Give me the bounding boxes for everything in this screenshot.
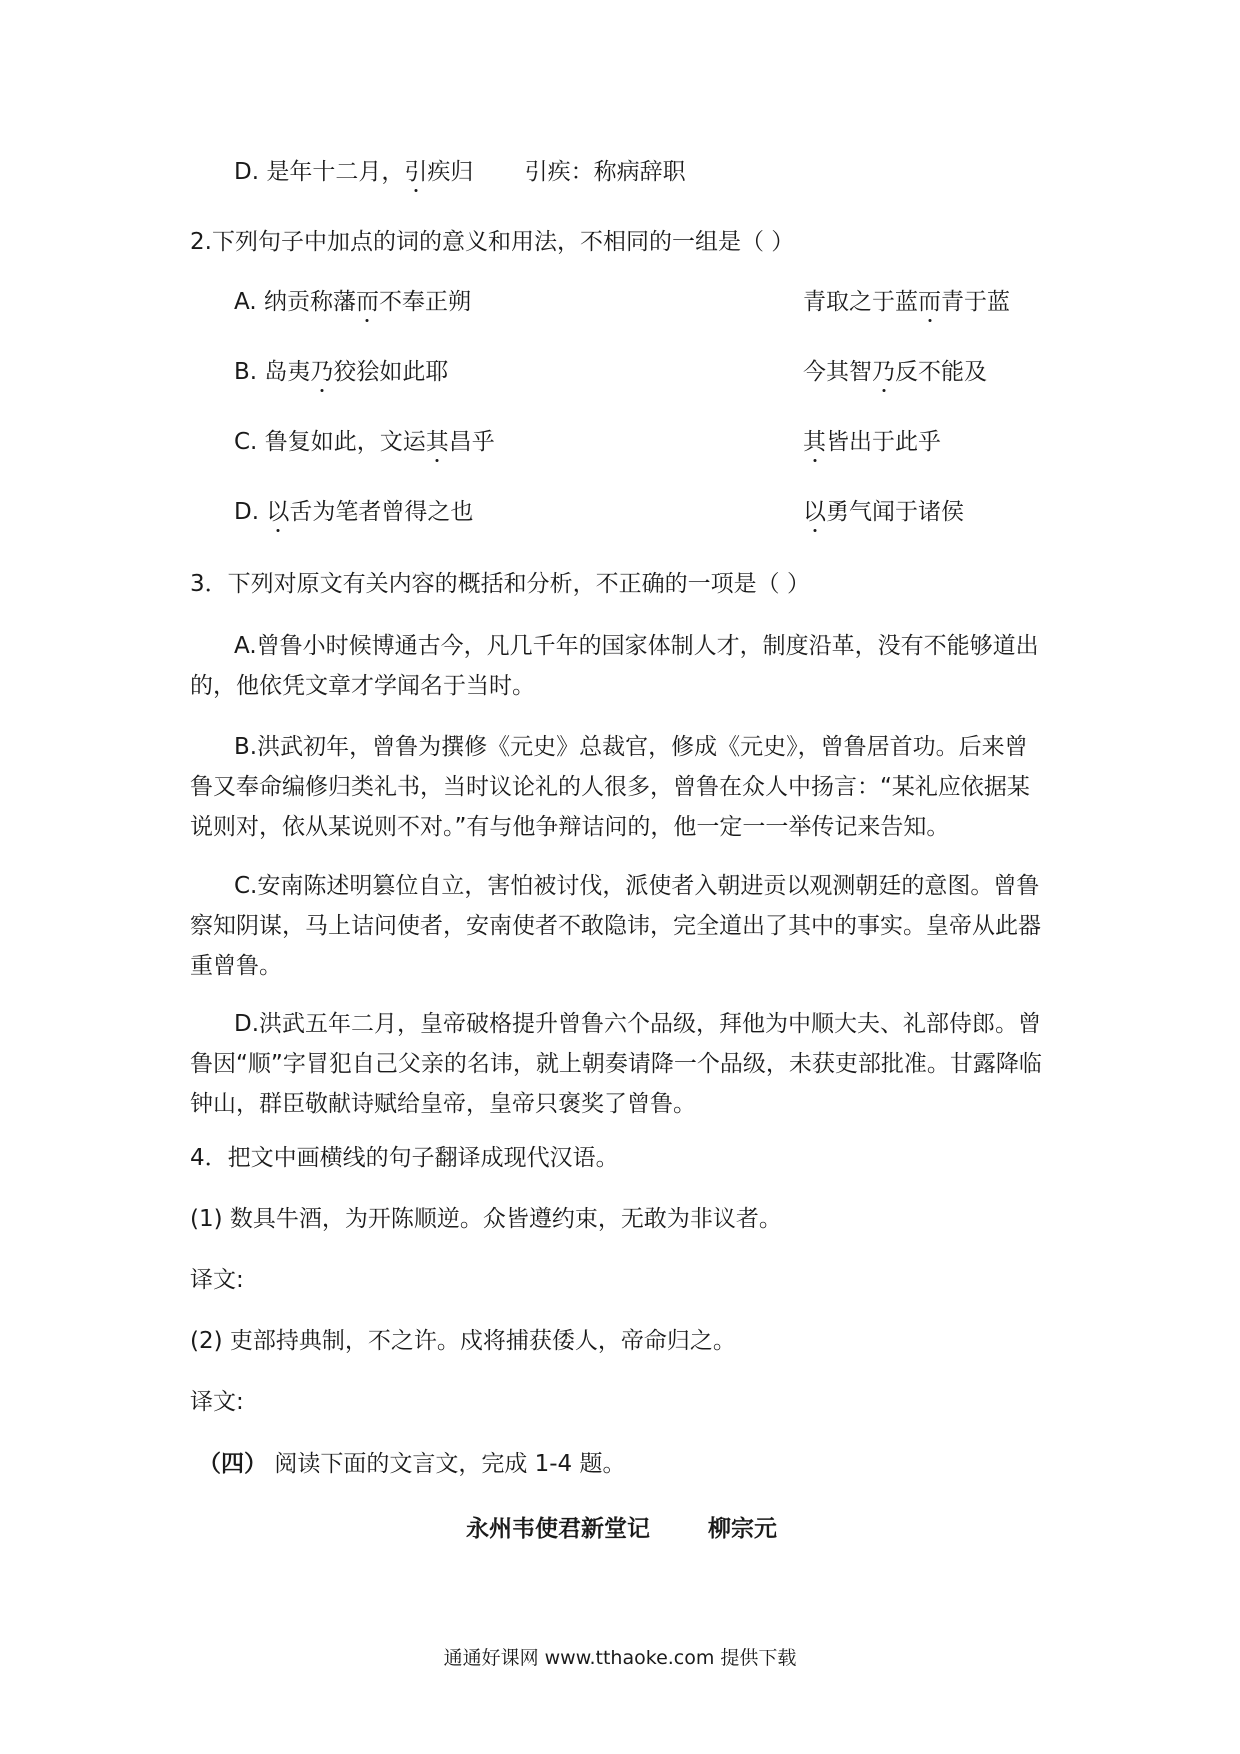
emphasis-dot-char: 以 [803, 499, 826, 525]
gloss: 引疾：称病辞职 [524, 159, 686, 185]
emphasis-dot-char: 而 [355, 289, 379, 315]
q2-option-a: A. 纳贡称藩而不奉正朔 青取之于蓝而青于蓝 [234, 289, 1010, 315]
option-right-sentence: 今其智乃反不能及 [803, 359, 987, 385]
q3-option-a: A.曾鲁小时候博通古今，凡几千年的国家体制人才，制度沿革，没有不能够道出的，他依凭文章才学闻名于当时。 [190, 633, 1039, 699]
q2-option-b: B. 岛夷乃狡狯如此耶 今其智乃反不能及 [234, 359, 987, 385]
emphasis-dot-char: 乃 [310, 359, 334, 385]
option-right-sentence: 以勇气闻于诸侯 [803, 499, 964, 525]
q4-item-1: (1) 数具牛酒，为开陈顺逆。众皆遵约束，无敢为非议者。 [190, 1206, 782, 1232]
section-heading [198, 1450, 626, 1478]
emphasis-dot-char: 其 [803, 429, 826, 455]
question-3-stem: 3．下列对原文有关内容的概括和分析，不正确的一项是（ ） [190, 571, 810, 597]
q2-option-d: D. 以舌为笔者曾得之也 以勇气闻于诸侯 [234, 499, 964, 525]
page-footer: 通通好课网 www.tthaoke.com 提供下载 [443, 1647, 797, 1669]
emphasis-dot-char: 以 [266, 499, 290, 525]
section-label: （四） [198, 1451, 267, 1477]
option-letter: D. [234, 159, 260, 185]
passage-title: 永州韦使君新堂记 柳宗元 [466, 1516, 777, 1542]
section-instruction: 阅读下面的文言文，完成 1-4 题。 [274, 1451, 626, 1477]
q3-option-c: C.安南陈述明篡位自立，害怕被讨伐，派使者入朝进贡以观测朝廷的意图。曾鲁察知阴谋，马上诘问使者，安南使者不敢隐讳，完全道出了其中的事实。皇帝从此器重曾鲁。 [190, 873, 1041, 979]
passage-author: 柳宗元 [708, 1516, 777, 1542]
q3-option-b: B.洪武初年，曾鲁为撰修《元史》总裁官，修成《元史》，曾鲁居首功。后来曾鲁又奉命编修归类礼书，当时议论礼的人很多，曾鲁在众人中扬言：“某礼应依据某说则对，依从某说则不对。”有与他争辩诘问的，他一定一一举传记来告知。 [190, 734, 1030, 840]
q4-item-2: (2) 吏部持典制，不之许。戍将捕获倭人，帝命归之。 [190, 1328, 736, 1354]
q3-option-d: D.洪武五年二月，皇帝破格提升曾鲁六个品级，拜他为中顺大夫、礼部侍郎。曾鲁因“顺”字冒犯自己父亲的名讳，就上朝奏请降一个品级，未获吏部批准。甘露降临钟山，群臣敬献诗赋给皇帝，皇帝只褒奖了曾鲁。 [190, 1011, 1042, 1117]
q2-option-c: C. 鲁复如此，文运其昌乎 其皆出于此乎 [234, 429, 941, 455]
answer-label: 译文: [190, 1267, 244, 1293]
question-2-stem: 2.下列句子中加点的词的意义和用法，不相同的一组是（ ） [190, 229, 795, 255]
answer-label: 译文: [190, 1389, 244, 1415]
question-4-stem: 4．把文中画横线的句子翻译成现代汉语。 [190, 1145, 619, 1171]
q1-option-d: D. 是年十二月，引疾归 引疾：称病辞职 [234, 159, 686, 185]
emphasis-dot-char: 引 [404, 159, 428, 185]
option-right-sentence: 青取之于蓝而青于蓝 [803, 289, 1010, 315]
emphasis-dot-char: 而 [918, 289, 941, 315]
emphasis-dot-char: 乃 [872, 359, 895, 385]
emphasis-dot-char: 其 [425, 429, 449, 455]
option-right-sentence: 其皆出于此乎 [803, 429, 941, 455]
